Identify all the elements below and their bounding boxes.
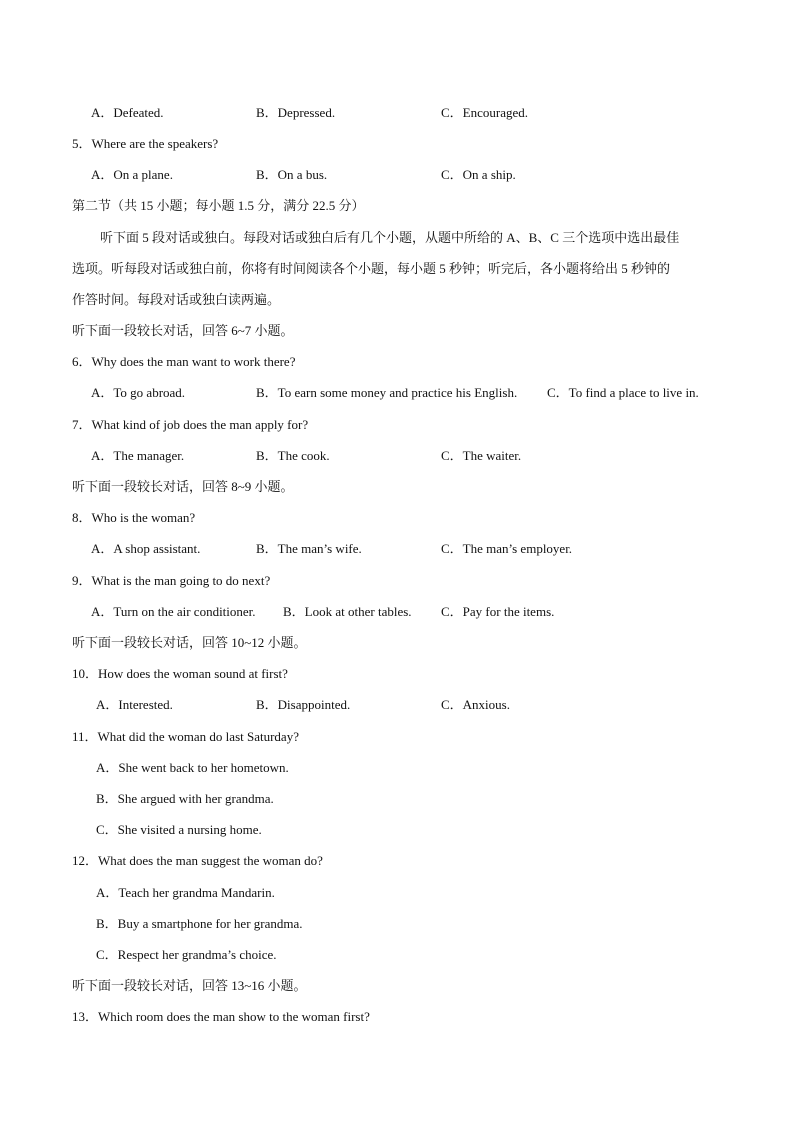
- q12-question: 12．What does the man suggest the woman do?: [72, 853, 323, 868]
- q10-option-a: A．Interested.: [96, 697, 173, 712]
- q11-option-c: C．She visited a nursing home.: [96, 822, 262, 837]
- q5-question: 5．Where are the speakers?: [72, 136, 219, 151]
- q8-question: 8．Who is the woman?: [72, 510, 196, 525]
- group-13-16-prompt: 听下面一段较长对话，回答 13~16 小题。: [72, 978, 307, 993]
- q10-question: 10．How does the woman sound at first?: [72, 666, 288, 681]
- q8-option-a: A．A shop assistant.: [91, 541, 201, 556]
- q12-option-b: B．Buy a smartphone for her grandma.: [96, 916, 303, 931]
- q7-option-a: A．The manager.: [91, 448, 185, 463]
- section2-instruction-line-1: 听下面 5 段对话或独白。每段对话或独白后有几个小题，从题中所给的 A、B、C 三个选项中选出最佳: [100, 230, 680, 245]
- q9-option-a: A．Turn on the air conditioner.: [91, 604, 256, 619]
- section2-heading: 第二节（共 15 小题；每小题 1.5 分，满分 22.5 分）: [72, 198, 365, 213]
- q4-option-b: B．Depressed.: [256, 105, 336, 120]
- q7-question: 7．What kind of job does the man apply for?: [72, 417, 309, 432]
- q11-question: 11．What did the woman do last Saturday?: [72, 729, 299, 744]
- q9-question: 9．What is the man going to do next?: [72, 573, 271, 588]
- q11-option-b: B．She argued with her grandma.: [96, 791, 274, 806]
- q8-option-c: C．The man’s employer.: [441, 541, 573, 556]
- q9-option-b: B．Look at other tables.: [283, 604, 412, 619]
- q10-option-b: B．Disappointed.: [256, 697, 351, 712]
- group-6-7-prompt: 听下面一段较长对话，回答 6~7 小题。: [72, 323, 294, 338]
- q7-option-b: B．The cook.: [256, 448, 330, 463]
- q12-option-a: A．Teach her grandma Mandarin.: [96, 885, 275, 900]
- group-8-9-prompt: 听下面一段较长对话，回答 8~9 小题。: [72, 479, 294, 494]
- q6-option-b: B．To earn some money and practice his English.: [256, 385, 518, 400]
- section2-instruction-line-3: 作答时间。每段对话或独白读两遍。: [72, 292, 281, 307]
- q6-option-a: A．To go abroad.: [91, 385, 186, 400]
- q5-option-a: A．On a plane.: [91, 167, 173, 182]
- q12-option-c: C．Respect her grandma’s choice.: [96, 947, 277, 962]
- q4-option-a: A．Defeated.: [91, 105, 164, 120]
- q8-option-b: B．The man’s wife.: [256, 541, 362, 556]
- q11-option-a: A．She went back to her hometown.: [96, 760, 289, 775]
- q7-option-c: C．The waiter.: [441, 448, 522, 463]
- q9-option-c: C．Pay for the items.: [441, 604, 555, 619]
- group-10-12-prompt: 听下面一段较长对话，回答 10~12 小题。: [72, 635, 307, 650]
- q6-option-c: C．To find a place to live in.: [547, 385, 699, 400]
- q4-option-c: C．Encouraged.: [441, 105, 529, 120]
- q6-question: 6．Why does the man want to work there?: [72, 354, 296, 369]
- q13-question: 13．Which room does the man show to the woman first?: [72, 1009, 370, 1024]
- q10-option-c: C．Anxious.: [441, 697, 510, 712]
- q5-option-b: B．On a bus.: [256, 167, 328, 182]
- q5-option-c: C．On a ship.: [441, 167, 516, 182]
- section2-instruction-line-2: 选项。听每段对话或独白前，你将有时间阅读各个小题，每小题 5 秒钟；听完后，各小题将给出 5 秒钟的: [72, 261, 671, 276]
